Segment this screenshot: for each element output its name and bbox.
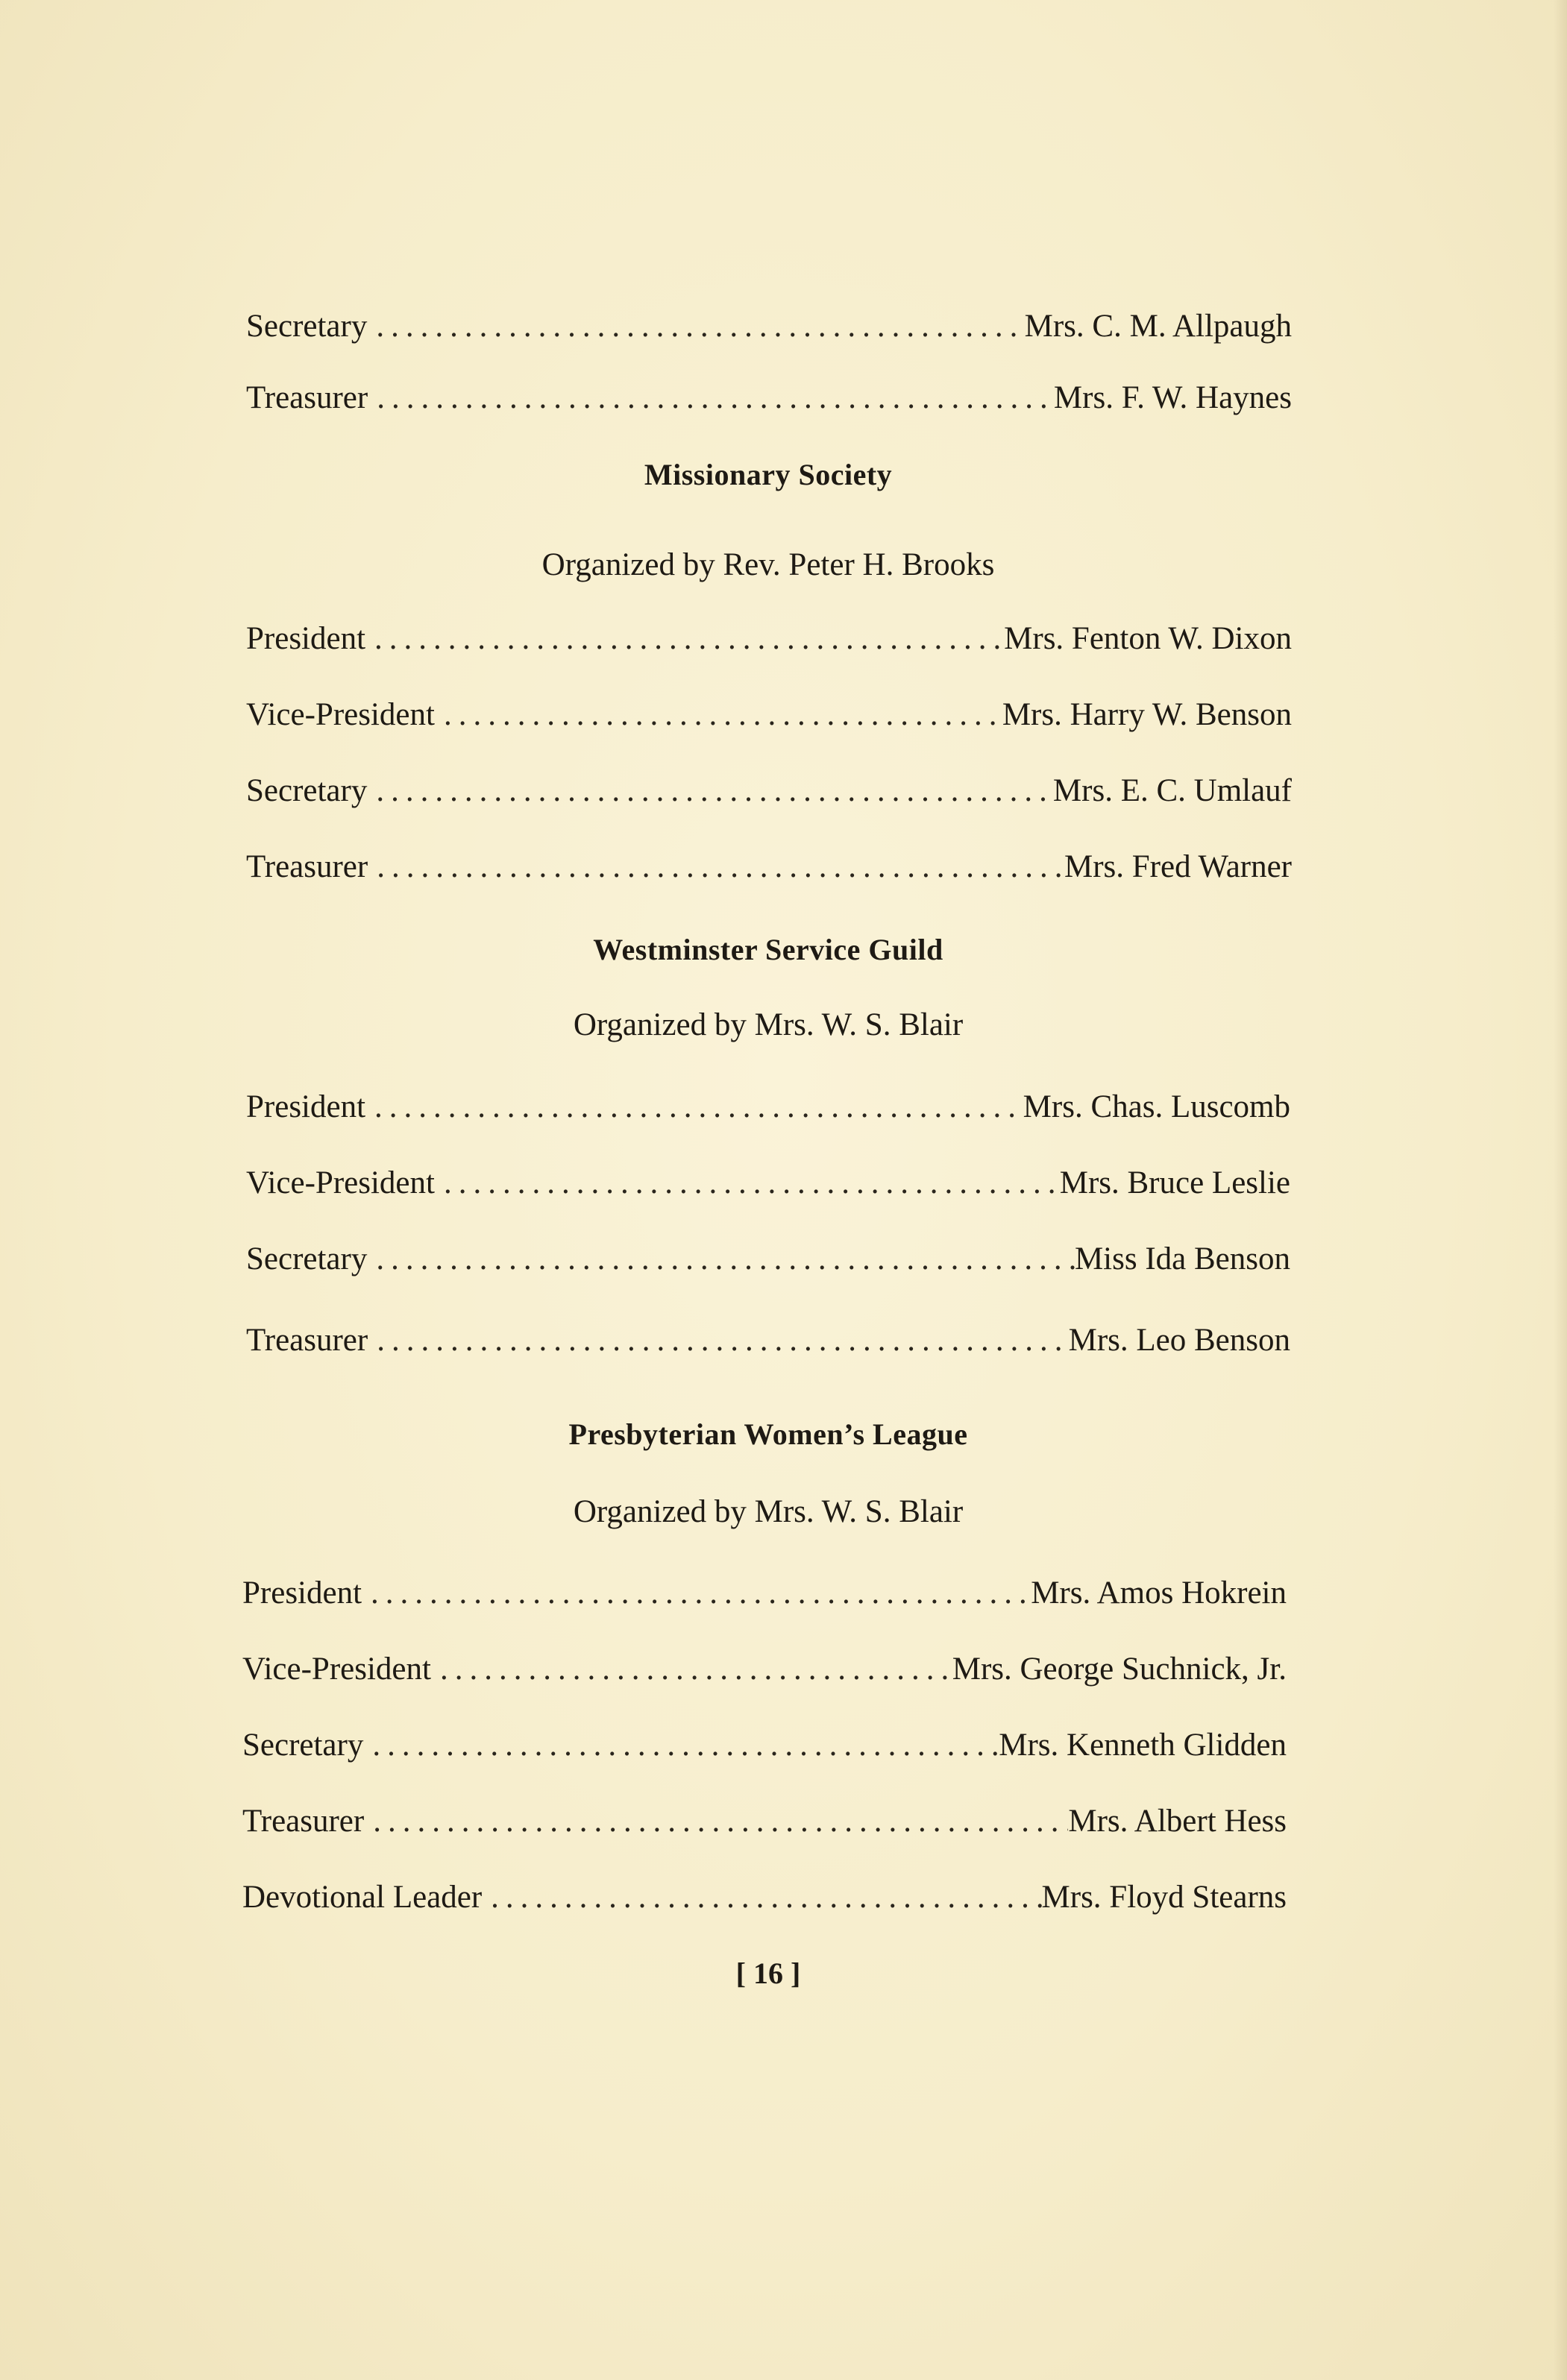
dot-leader <box>362 1577 1031 1609</box>
dot-leader <box>367 310 1024 342</box>
officer-name: Mrs. F. W. Haynes <box>1053 380 1292 415</box>
officer-role: Secretary <box>242 1728 364 1763</box>
dot-leader <box>368 382 1054 414</box>
officer-name: Mrs. Chas. Luscomb <box>1023 1089 1290 1124</box>
officer-name: Mrs. Fred Warner <box>1064 849 1292 884</box>
officer-row <box>246 699 1292 731</box>
section-title: Presbyterian Women’s League <box>568 1417 968 1451</box>
officer-name: Miss Ida Benson <box>1074 1241 1290 1276</box>
officer-row <box>242 1881 1287 1913</box>
officer-name: Mrs. Leo Benson <box>1068 1323 1290 1358</box>
section-organized-by: Organized by Mrs. W. S. Blair <box>573 1007 964 1042</box>
officer-name: Mrs. Bruce Leslie <box>1059 1165 1290 1200</box>
officer-row <box>242 1729 1287 1761</box>
officer-role: President <box>246 1089 366 1124</box>
dot-leader <box>367 1243 1075 1275</box>
section-organized-by: Organized by Rev. Peter H. Brooks <box>541 547 995 582</box>
dot-leader <box>431 1653 952 1685</box>
officer-row <box>242 1805 1287 1837</box>
officer-row <box>246 310 1292 342</box>
dot-leader <box>482 1881 1041 1913</box>
dot-leader <box>368 851 1064 883</box>
dot-leader <box>435 1167 1060 1199</box>
officer-role: Secretary <box>246 1241 368 1276</box>
section-organized-by: Organized by Mrs. W. S. Blair <box>573 1494 964 1529</box>
section-title: Westminster Service Guild <box>593 933 943 966</box>
officer-row <box>246 623 1292 655</box>
officer-name: Mrs. Kenneth Glidden <box>999 1728 1287 1763</box>
officer-name: Mrs. E. C. Umlauf <box>1052 773 1292 808</box>
officer-name: Mrs. Floyd Stearns <box>1041 1880 1287 1915</box>
dot-leader <box>364 1805 1068 1837</box>
officer-row <box>246 851 1292 883</box>
section-title: Missionary Society <box>644 458 893 491</box>
dot-leader <box>368 1324 1068 1356</box>
officer-role: Secretary <box>246 309 368 344</box>
officer-role: Treasurer <box>246 380 368 415</box>
officer-name: Mrs. Amos Hokrein <box>1031 1575 1287 1611</box>
dot-leader <box>365 1091 1023 1123</box>
officer-row <box>246 1167 1290 1199</box>
dot-leader <box>367 775 1053 807</box>
officer-role: Vice-President <box>242 1652 431 1687</box>
officer-role: Vice-President <box>246 697 435 732</box>
officer-name: Mrs. George Suchnick, Jr. <box>952 1652 1287 1687</box>
dot-leader <box>435 699 1002 731</box>
officer-role: Treasurer <box>242 1804 365 1839</box>
page-number: [ 16 ] <box>735 1956 801 1990</box>
officer-row <box>242 1653 1287 1685</box>
officer-role: President <box>242 1575 362 1611</box>
officer-role: Treasurer <box>246 849 368 884</box>
officer-name: Mrs. Albert Hess <box>1068 1804 1287 1839</box>
officer-row <box>246 382 1292 414</box>
officer-row <box>242 1577 1287 1609</box>
officer-row <box>246 1091 1290 1123</box>
dot-leader <box>363 1729 999 1761</box>
officer-name: Mrs. C. M. Allpaugh <box>1024 309 1292 344</box>
officer-role: Vice-President <box>246 1165 435 1200</box>
officer-row <box>246 1243 1290 1275</box>
dot-leader <box>365 623 1004 655</box>
officer-role: President <box>246 621 366 656</box>
officer-role: Treasurer <box>246 1323 368 1358</box>
officer-name: Mrs. Harry W. Benson <box>1002 697 1292 732</box>
officer-row <box>246 1324 1290 1356</box>
officer-role: Secretary <box>246 773 368 808</box>
officer-role: Devotional Leader <box>242 1880 483 1915</box>
officer-name: Mrs. Fenton W. Dixon <box>1004 621 1292 656</box>
officer-row <box>246 775 1292 807</box>
